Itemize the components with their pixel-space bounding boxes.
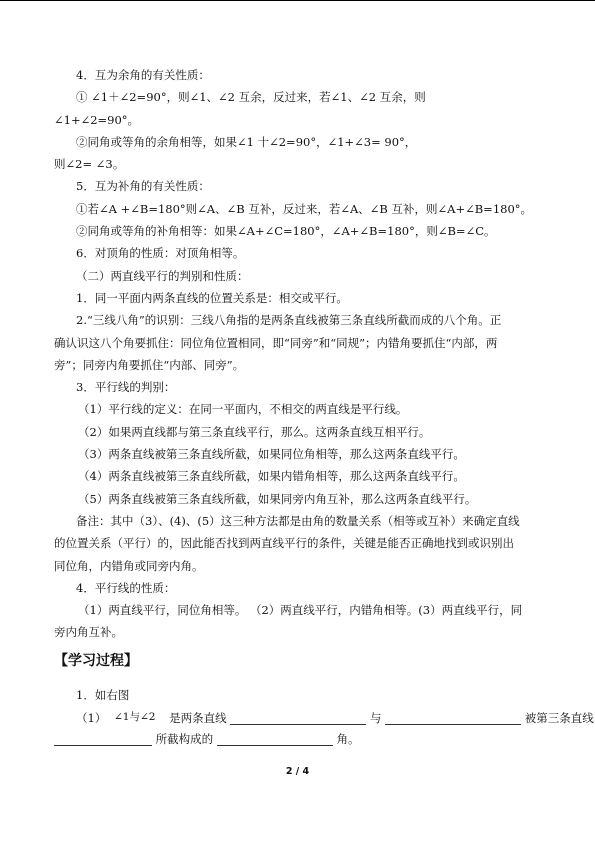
text-line: （1）两直线平行，同位角相等。 （2）两直线平行，内错角相等。(3）两直线平行，同 <box>78 603 523 618</box>
section-heading: 【学习过程】 <box>54 652 138 669</box>
answer-blank-line-1[interactable] <box>230 710 366 725</box>
text-line: 同位角，内错角或同旁内角。 <box>54 558 204 573</box>
exercise-item-label: （1） <box>76 711 107 726</box>
text-line: 旁”；同旁内角要抓住“内部、同旁”。 <box>54 357 245 372</box>
text-line: （2）如果两直线都与第三条直线平行，那么。这两条直线互相平行。 <box>78 424 431 439</box>
answer-blank-line-3[interactable] <box>54 731 152 746</box>
exercise-text: 角。 <box>336 732 360 747</box>
exercise-text: 被第三条直线 <box>524 711 594 726</box>
text-line: 6．对顶角的性质：对顶角相等。 <box>76 246 245 261</box>
text-line: 旁内角互补。 <box>54 625 123 640</box>
text-line: 备注：其中（3）、(4)、(5）这三种方法都是由角的数量关系（相等或互补）来确定直线 <box>76 513 520 528</box>
text-line: 的位置关系（平行）的，因此能否找到两直线平行的条件，关键是能否正确地找到或识别出 <box>54 536 514 551</box>
text-line: ①若∠A +∠B=180°则∠A、∠B 互补，反过来，若∠A、∠B 互补，则∠A+∠B=180°。 <box>76 201 533 216</box>
text-line: （5）两条直线被第三条直线所截，如果同旁内角互补，那么这两条直线平行。 <box>78 491 477 506</box>
text-line: （4）两条直线被第三条直线所截，如果内错角相等，那么这两条直线平行。 <box>78 469 465 484</box>
exercise-question-label: 1．如右图 <box>76 687 130 702</box>
exercise-text: 与 <box>369 711 382 726</box>
text-line: ②同角或等角的余角相等，如果∠1 十∠2=90°，∠1+∠3= 90°， <box>76 134 417 149</box>
text-line: ②同角或等角的补角相等：如果∠A+∠C=180°，∠A+∠B=180°，则∠B=∠C。 <box>76 224 496 239</box>
exercise-text: 是两条直线 <box>169 711 227 726</box>
text-line: 2.“三线八角”的识别：三线八角指的是两条直线被第三条直线所截而成的八个角。正 <box>76 313 502 328</box>
text-line: ∠1+∠2=90°。 <box>54 112 140 127</box>
text-line: （1）平行线的定义：在同一平面内，不相交的两直线是平行线。 <box>78 402 408 417</box>
text-line: 4．互为余角的有关性质： <box>76 68 210 82</box>
text-line: 5．互为补角的有关性质： <box>76 179 210 194</box>
exercise-line-1 <box>54 706 594 728</box>
exercise-line-2 <box>54 728 542 750</box>
answer-blank-angle-type[interactable] <box>217 731 333 746</box>
page-number: 2 / 4 <box>285 766 310 777</box>
text-line: 则∠2= ∠3。 <box>54 157 125 172</box>
page-top-rule <box>0 0 595 1</box>
text-line: 4．平行线的性质： <box>76 580 176 595</box>
text-line: ① ∠1＋∠2=90°，则∠1、∠2 互余，反过来，若∠1、∠2 互余，则 <box>76 90 426 105</box>
text-line: 1．同一平面内两条直线的位置关系是：相交或平行。 <box>76 290 348 305</box>
section-subheading: （二）两直线平行的判别和性质： <box>76 268 249 283</box>
document-body <box>54 64 594 751</box>
text-line: 3．平行线的判别： <box>76 380 176 395</box>
text-line: （3）两条直线被第三条直线所截，如果同位角相等，那么这两条直线平行。 <box>78 447 465 462</box>
answer-blank-line-2[interactable] <box>385 710 521 725</box>
text-line: 确认识这八个角要抓住：同位角位置相同，即“同旁”和“同规”；内错角要抓住“内部，两 <box>54 335 498 350</box>
angle-labels: ∠1与∠2 <box>113 711 156 724</box>
exercise-text: 所截构成的 <box>155 732 214 747</box>
spacer <box>54 676 542 684</box>
